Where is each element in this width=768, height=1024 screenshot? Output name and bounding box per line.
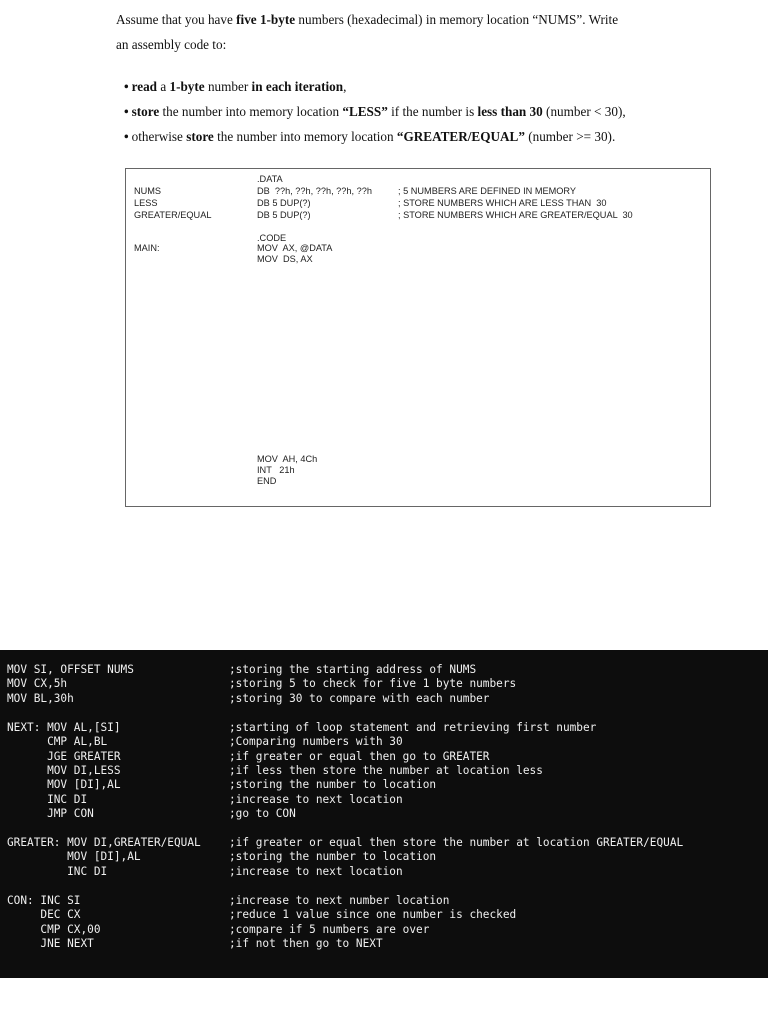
bullet-plain-text: the number into memory location	[159, 104, 343, 119]
bullet-text	[132, 129, 616, 144]
intro-bold-1: five 1-byte	[236, 12, 296, 27]
code-line: MOV SI, OFFSET NUMS	[7, 663, 134, 676]
bullet-plain-text: ,	[343, 79, 347, 94]
bullet-bold-text: read	[131, 79, 158, 94]
code-comment: ;if greater or equal then store the number at location GREATER/EQUAL	[229, 836, 684, 849]
code-line: DEC CX	[7, 908, 81, 921]
bullet-item	[124, 102, 744, 127]
bullet-bold-text: store	[186, 129, 214, 144]
end-line-2: INT 21h	[257, 465, 295, 475]
intro-text-2: numbers (hexadecimal) in memory location “NUMS”. Write	[295, 12, 619, 27]
label-less: LESS	[134, 198, 158, 208]
code-line: JNE NEXT	[7, 937, 94, 950]
intro-line-2: an assembly code to:	[116, 37, 227, 52]
code-line-2: MOV DS, AX	[257, 254, 313, 264]
bullet-item	[124, 127, 744, 152]
bullet-plain-text: (number >= 30).	[524, 129, 616, 144]
bullet-bold-text: 1-byte	[169, 79, 205, 94]
data-line-nums: DB ??h, ??h, ??h, ??h, ??h	[257, 186, 372, 196]
code-comment: ;storing 5 to check for five 1 byte numbers	[229, 677, 517, 690]
code-comment: ;reduce 1 value since one number is checked	[229, 908, 517, 921]
code-comment: ;Comparing numbers with 30	[229, 735, 403, 748]
code-comment: ;increase to next location	[229, 793, 403, 806]
comment-greater: ; STORE NUMBERS WHICH ARE GREATER/EQUAL 30	[398, 210, 633, 220]
label-main: MAIN:	[134, 243, 160, 253]
code-comment: ;go to CON	[229, 807, 296, 820]
comment-nums: ; 5 NUMBERS ARE DEFINED IN MEMORY	[398, 186, 576, 196]
bullet-plain-text: number	[204, 79, 252, 94]
code-comment: ;increase to next number location	[229, 894, 450, 907]
code-comment: ;if not then go to NEXT	[229, 937, 383, 950]
code-comment: ;if greater or equal then go to GREATER	[229, 750, 490, 763]
code-line: MOV BL,30h	[7, 692, 74, 705]
bullet-plain-text: otherwise	[131, 129, 187, 144]
end-line-1: MOV AH, 4Ch	[257, 454, 318, 464]
bullet-plain-text: a	[157, 79, 170, 94]
code-line: GREATER: MOV DI,GREATER/EQUAL	[7, 836, 201, 849]
intro-text-1: Assume that you have	[116, 12, 237, 27]
comment-less: ; STORE NUMBERS WHICH ARE LESS THAN 30	[398, 198, 607, 208]
code-line: MOV [DI],AL	[7, 850, 141, 863]
bullet-item	[124, 77, 744, 102]
data-directive: .DATA	[257, 174, 283, 184]
code-line: JMP CON	[7, 807, 94, 820]
bullet-bold-text: store	[131, 104, 160, 119]
intro-line-1	[116, 7, 716, 32]
bullet-bold-text: “LESS”	[342, 104, 388, 119]
label-greater-equal: GREATER/EQUAL	[134, 210, 212, 220]
question-intro	[116, 7, 716, 57]
bullet-text	[132, 79, 347, 94]
bullet-plain-text: (number < 30),	[542, 104, 626, 119]
code-comment: ;increase to next location	[229, 865, 403, 878]
data-line-less: DB 5 DUP(?)	[257, 198, 311, 208]
bullet-bold-text: less than 30	[477, 104, 543, 119]
code-template-box	[125, 168, 711, 507]
end-line-3: END	[257, 476, 277, 486]
bullet-bold-text: in each iteration	[251, 79, 344, 94]
code-line: MOV CX,5h	[7, 677, 68, 690]
code-comment: ;storing the starting address of NUMS	[229, 663, 477, 676]
bullet-plain-text: the number into memory location	[213, 129, 397, 144]
code-comment: ;storing the number to location	[229, 778, 437, 791]
code-line: CMP AL,BL	[7, 735, 108, 748]
bullet-dot: •	[124, 79, 129, 94]
code-comment: ;storing the number to location	[229, 850, 437, 863]
bullet-text	[132, 104, 626, 119]
answer-code-block	[0, 650, 768, 978]
requirements-list	[124, 77, 744, 152]
bullet-plain-text: if the number is	[387, 104, 478, 119]
bullet-bold-text: “GREATER/EQUAL”	[396, 129, 525, 144]
code-line: CMP CX,00	[7, 923, 101, 936]
code-line: JGE GREATER	[7, 750, 121, 763]
code-line: MOV DI,LESS	[7, 764, 121, 777]
code-comment: ;if less then store the number at location less	[229, 764, 543, 777]
code-line: INC DI	[7, 793, 88, 806]
bullet-dot: •	[124, 104, 129, 119]
code-comment: ;storing 30 to compare with each number	[229, 692, 490, 705]
data-line-greater: DB 5 DUP(?)	[257, 210, 311, 220]
code-line-1: MOV AX, @DATA	[257, 243, 333, 253]
code-line: INC DI	[7, 865, 108, 878]
bullet-dot: •	[124, 129, 129, 144]
code-line: CON: INC SI	[7, 894, 81, 907]
label-nums: NUMS	[134, 186, 162, 196]
code-line: NEXT: MOV AL,[SI]	[7, 721, 121, 734]
code-line: MOV [DI],AL	[7, 778, 121, 791]
code-comment: ;compare if 5 numbers are over	[229, 923, 430, 936]
code-directive: .CODE	[257, 233, 287, 243]
code-comment: ;starting of loop statement and retrieving first number	[229, 721, 597, 734]
